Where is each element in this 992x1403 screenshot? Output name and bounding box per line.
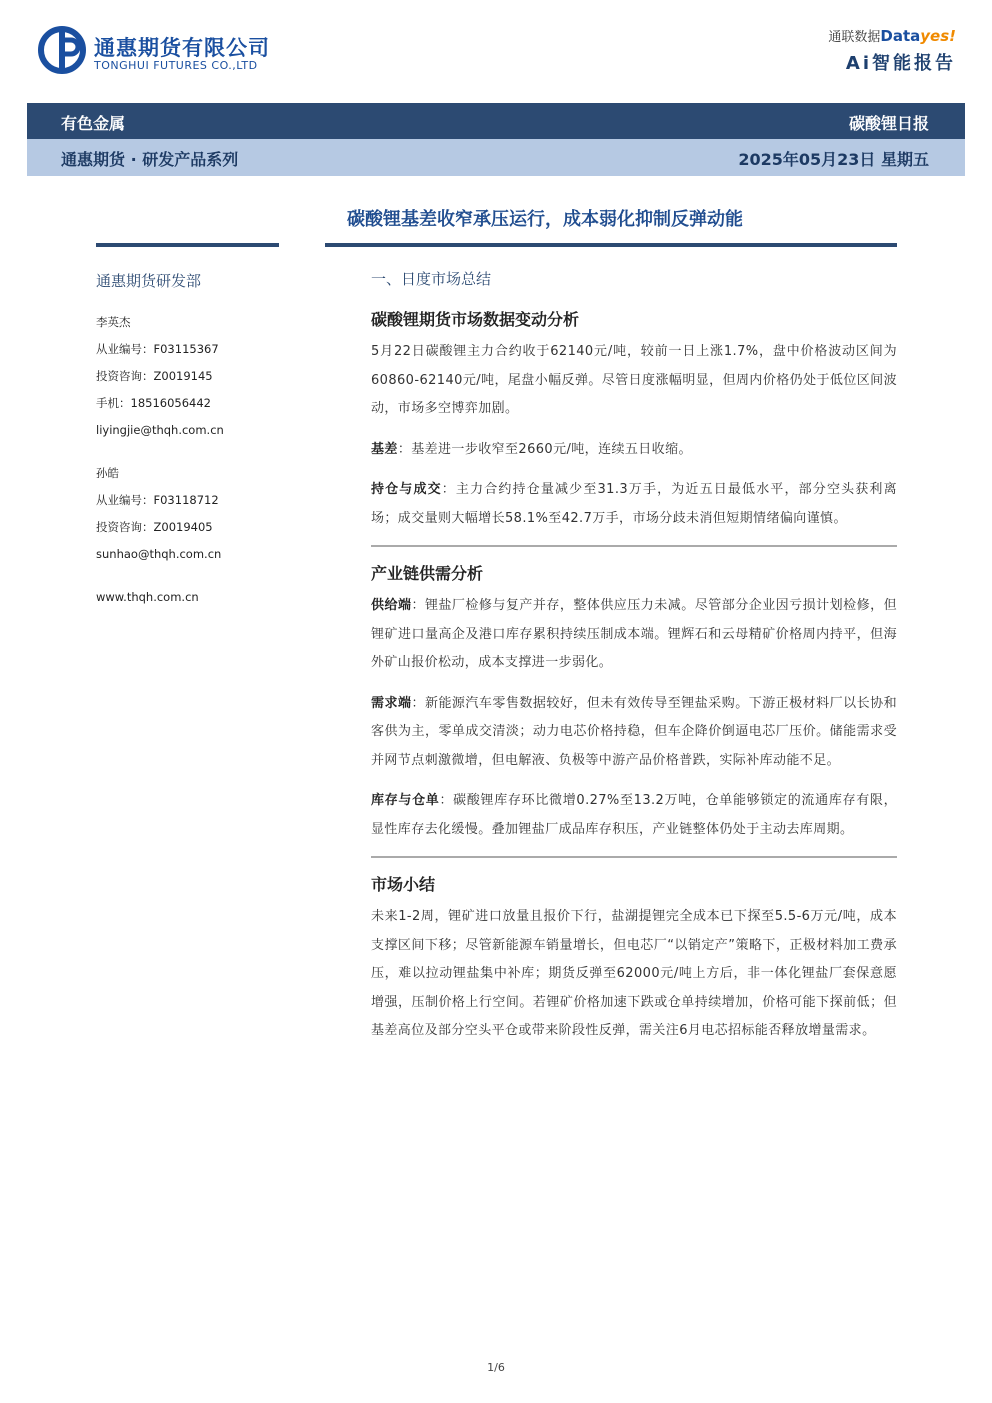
series-label: 通惠期货 · 研发产品系列 xyxy=(61,150,239,169)
ai-report-label: Ai智能报告 xyxy=(845,53,956,74)
analyst-consult: 投资咨询：Z0019145 xyxy=(96,369,213,383)
analyst-consult: 投资咨询：Z0019405 xyxy=(96,520,213,534)
brand-data: Data xyxy=(880,27,921,45)
paragraph: 未来1-2周，锂矿进口放量且报价下行，盐湖提锂完全成本已下探至5.5-6万元/吨，成本支撑区间下移；尽管新能源车销量增长，但电芯厂“以销定产”策略下，正极材料加工费承压，难以拉动锂盐集中补库；期货反弹至62000元/吨上方后，非一体化锂盐厂套保意愿增强，压制价格上行空间。若锂矿价格加速下跌或仓单持续增加，价格可能下探前低；但基差高位及部分空头平仓或带来阶段性反弹，需关注6月电芯招标能否释放增量需求。 xyxy=(371,909,897,1038)
paragraph-label: 基差 xyxy=(371,441,398,457)
paragraph-text: ：新能源汽车零售数据较好，但未有效传导至锂盐采购。下游正极材料厂以长协和客供为主，零单成交清淡；动力电芯价格持稳，但车企降价倒逼电芯厂压价。储能需求受并网节点刺激微增，但电解液、负极等中游产品价格普跌，实际补库动能不足。 xyxy=(371,695,897,768)
analyst-email[interactable]: liyingjie@thqh.com.cn xyxy=(96,423,224,437)
section-separator xyxy=(371,856,897,858)
company-logo-icon xyxy=(38,26,86,74)
subsection-title: 碳酸锂期货市场数据变动分析 xyxy=(371,310,580,329)
paragraph-text: ：锂盐厂检修与复产并存，整体供应压力未减。尽管部分企业因亏损计划检修，但锂矿进口量高企及港口库存累积持续压制成本端。锂辉石和云母精矿价格周内持平，但海外矿山报价松动，成本支撑进一步弱化。 xyxy=(371,598,897,670)
report-date: 2025年05月23日 星期五 xyxy=(738,150,929,169)
company-name-cn: 通惠期货有限公司 xyxy=(94,36,270,60)
analyst-name: 李英杰 xyxy=(96,315,131,329)
paragraph-label: 供给端 xyxy=(371,598,412,613)
analyst-license: 从业编号：F03115367 xyxy=(96,342,219,356)
section-separator xyxy=(371,545,897,547)
website-link[interactable]: www.thqh.com.cn xyxy=(96,590,199,604)
sidebar-divider xyxy=(96,243,279,247)
paragraph-text: ：主力合约持仓量减少至31.3万手，为近五日最低水平，部分空头获利离场；成交量则大幅增长58.1%至42.7万手，市场分歧未消但短期情绪偏向谨慎。 xyxy=(371,482,897,526)
paragraph xyxy=(371,476,897,533)
category-band xyxy=(27,103,965,139)
paragraph xyxy=(371,592,897,678)
paragraph-label: 持仓与成交 xyxy=(371,482,442,497)
paragraph-text: ：基差进一步收窄至2660元/吨，连续五日收缩。 xyxy=(397,441,692,457)
analyst-email[interactable]: sunhao@thqh.com.cn xyxy=(96,547,222,561)
brand-yes: yes! xyxy=(920,27,956,45)
report-type-label: 碳酸锂日报 xyxy=(848,114,929,133)
paragraph xyxy=(371,690,897,776)
datayes-logo xyxy=(756,26,956,45)
analyst-license: 从业编号：F03118712 xyxy=(96,493,219,507)
paragraph-label: 需求端 xyxy=(371,695,412,711)
report-title: 碳酸锂基差收窄承压运行，成本弱化抑制反弹动能 xyxy=(347,209,743,230)
paragraph xyxy=(371,436,897,465)
subsection-title: 产业链供需分析 xyxy=(371,564,484,583)
dept-name: 通惠期货研发部 xyxy=(96,272,202,290)
analyst-phone: 手机：18516056442 xyxy=(96,396,211,410)
subsection-title: 市场小结 xyxy=(371,875,436,894)
series-band xyxy=(27,139,965,176)
company-logo xyxy=(38,26,298,78)
paragraph: 5月22日碳酸锂主力合约收于62140元/吨，较前一日上涨1.7%，盘中价格波动区间为60860-62140元/吨，尾盘小幅反弹。尽管日度涨幅明显，但周内价格仍处于低位区间波动，市场多空博弈加剧。 xyxy=(371,344,897,416)
analyst-sidebar xyxy=(96,270,296,615)
report-body xyxy=(371,268,897,1058)
main-divider xyxy=(325,243,897,247)
datayes-brand xyxy=(756,26,956,75)
section-title: 一、日度市场总结 xyxy=(371,270,492,288)
paragraph-label: 库存与仓单 xyxy=(371,793,440,808)
brand-prefix: 通联数据 xyxy=(828,30,881,45)
page-number: 1/6 xyxy=(487,1361,505,1374)
analyst-name: 孙皓 xyxy=(96,466,119,480)
category-label: 有色金属 xyxy=(61,114,126,133)
company-name-en: TONGHUI FUTURES CO.,LTD xyxy=(94,59,258,72)
paragraph-text: ：碳酸锂库存环比微增0.27%至13.2万吨，仓单能够锁定的流通库存有限，显性库存去化缓慢。叠加锂盐厂成品库存积压，产业链整体仍处于主动去库周期。 xyxy=(371,793,897,837)
paragraph xyxy=(371,787,897,844)
